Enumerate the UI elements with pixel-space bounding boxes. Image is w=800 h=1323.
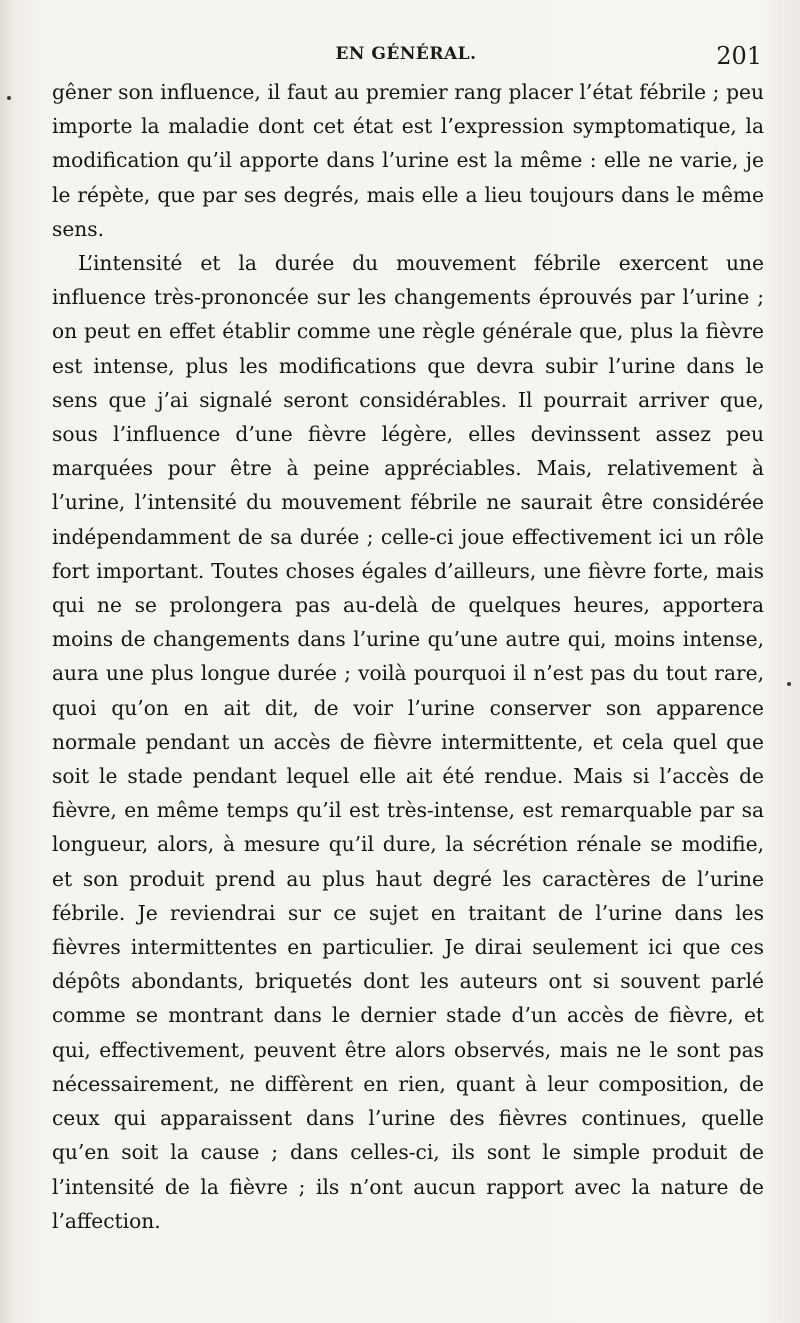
paragraph-continuation: gêner son influence, il faut au premier rang placer l’état fébrile ; peu importe la maladie dont cet état est l’expression symptomatique, la modification qu’il apporte dans l’urine est la même : elle ne varie, je le répète, que par ses degrés, mais elle a lieu toujours dans le même sens. (52, 80, 764, 241)
page-number: 201 (716, 42, 762, 70)
margin-mark-left (7, 96, 11, 100)
running-title: EN GÉNÉRAL. (335, 44, 477, 64)
page-header (50, 42, 762, 76)
paragraph-fever-intensity: L’intensité et la durée du mouvement fébrile exercent une influence très-prononcée sur les changements éprouvés par l’urine ; on peut en effet établir comme une règle générale que, plus la fièvre est intense, plus les modifications que devra subir l’urine dans le sens que j’ai signalé seront considérables. Il pourrait arriver que, sous l’influence d’une fièvre légère, elles devinssent assez peu marquées pour être à peine appréciables. Mais, relativement à l’urine, l’intensité du mouvement fébrile ne saurait être considérée indépendamment de sa durée ; celle-ci joue effectivement ici un rôle fort important. Toutes choses égales d’ailleurs, une fièvre forte, mais qui ne se prolongera pas au-delà de quelques heures, apportera moins de changements dans l’urine qu’une autre qui, moins intense, aura une plus longue durée ; voilà pourquoi il n’est pas du tout rare, quoi qu’on en ait dit, de voir l’urine conserver son apparence normale pendant un accès de fièvre intermittente, et cela quel que soit le stade pendant lequel elle ait été rendue. Mais si l’accès de fièvre, en même temps qu’il est très-intense, est remarquable par sa longueur, alors, à mesure qu’il dure, la sécrétion rénale se modifie, et son produit prend au plus haut degré les caractères de l’urine fébrile. Je reviendrai sur ce sujet en traitant de l’urine dans les fièvres intermittentes en particulier. Je dirai seulement ici que ces dépôts abondants, briquetés dont les auteurs ont si souvent parlé comme se montrant dans le dernier stade d’un accès de fièvre, et qui, effectivement, peuvent être alors observés, mais ne le sont pas nécessairement, ne diffèrent en rien, quant à leur composition, de ceux qui apparaissent dans l’urine des fièvres continues, quelle qu’en soit la cause ; dans celles-ci, ils sont le simple produit de l’intensité de la fièvre ; ils n’ont aucun rapport avec la nature de l’affection. (52, 251, 764, 1233)
margin-mark-right (787, 682, 791, 686)
body-text (52, 75, 764, 1238)
